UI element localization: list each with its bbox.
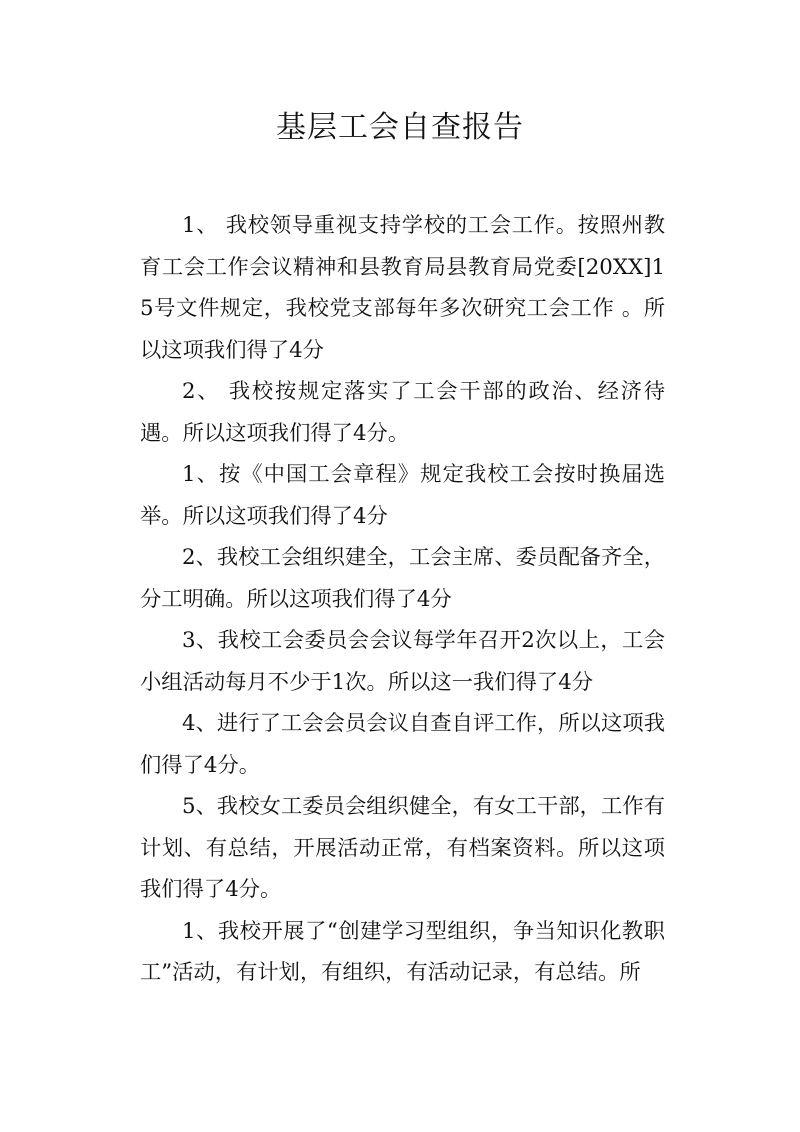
paragraph: 3、我校工会委员会会议每学年召开2次以上，工会小组活动每月不少于1次。所以这一我们得了4分 [140, 628, 665, 695]
document-body [140, 205, 665, 994]
paragraph: 2、我校工会组织建全，工会主席、委员配备齐全，分工明确。所以这项我们得了4分 [140, 545, 665, 612]
paragraph: 5、我校女工委员会组织健全，有女工干部，工作有计划、有总结，开展活动正常，有档案资料。所以这项我们得了4分。 [140, 794, 665, 902]
paragraph: 1、 我校领导重视支持学校的工会工作。按照州教育工会工作会议精神和县教育局县教育局党委[20XX]15号文件规定，我校党支部每年多次研究工会工作 。所以这项我们得了4分 [140, 213, 665, 363]
document-title: 基层工会自查报告 [276, 110, 524, 145]
paragraph: 2、 我校按规定落实了工会干部的政治、经济待遇。所以这项我们得了4分。 [140, 379, 665, 446]
paragraph: 1、按《中国工会章程》规定我校工会按时换届选举。所以这项我们得了4分 [140, 462, 665, 529]
paragraph: 1、我校开展了“创建学习型组织，争当知识化教职工”活动，有计划，有组织，有活动记录，有总结。所 [140, 918, 665, 985]
paragraph: 4、进行了工会会员会议自查自评工作，所以这项我们得了4分。 [140, 711, 665, 778]
